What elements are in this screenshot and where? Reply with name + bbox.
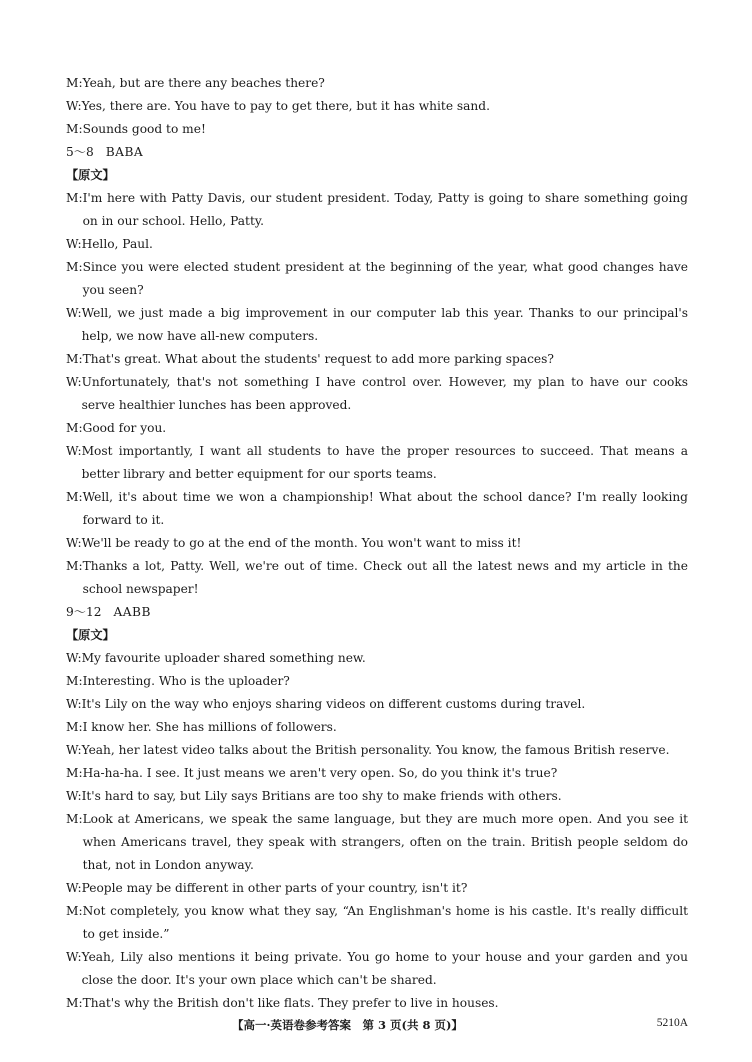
dialogue-line xyxy=(66,785,688,808)
speaker-label: M: xyxy=(66,766,83,780)
dialogue-text: Ha-ha-ha. I see. It just means we aren't very open. So, do you think it's true? xyxy=(82,766,558,780)
dialogue-line xyxy=(66,95,688,118)
dialogue-line xyxy=(66,532,688,555)
dialogue-text: Interesting. Who is the uploader? xyxy=(82,674,290,688)
dialogue-line xyxy=(66,118,688,141)
speaker-label: W: xyxy=(66,536,82,550)
transcript-heading: 【原文】 xyxy=(66,628,115,642)
dialogue-text: It's hard to say, but Lily says Britians are too shy to make friends with others. xyxy=(81,789,562,803)
speaker-label: M: xyxy=(66,490,83,504)
dialogue-text: That's great. What about the students' request to add more parking spaces? xyxy=(82,352,554,366)
answer-key-5-8 xyxy=(66,141,688,164)
dialogue-line xyxy=(66,233,688,256)
dialogue-line xyxy=(66,440,688,486)
dialogue-text: I'm here with Patty Davis, our student president. Today, Patty is going to share something going on in our school. Hello, Patty. xyxy=(82,191,688,228)
speaker-label: M: xyxy=(66,904,83,918)
dialogue-line xyxy=(66,808,688,877)
speaker-label: W: xyxy=(66,881,82,895)
section-2-dialogue xyxy=(66,187,688,601)
dialogue-text: Yeah, Lily also mentions it being private. You go home to your house and your garden and you close the door. It's your own place which can't be shared. xyxy=(81,950,688,987)
dialogue-line xyxy=(66,877,688,900)
question-range: 5～8 xyxy=(66,145,94,159)
speaker-label: W: xyxy=(66,99,82,113)
speaker-label: M: xyxy=(66,352,83,366)
dialogue-line xyxy=(66,486,688,532)
dialogue-line xyxy=(66,716,688,739)
answer-letters: AABB xyxy=(113,605,151,619)
dialogue-line xyxy=(66,693,688,716)
question-range: 9～12 xyxy=(66,605,102,619)
speaker-label: M: xyxy=(66,260,83,274)
dialogue-line xyxy=(66,72,688,95)
speaker-label: W: xyxy=(66,789,82,803)
dialogue-line xyxy=(66,762,688,785)
transcript-heading: 【原文】 xyxy=(66,168,115,182)
speaker-label: W: xyxy=(66,743,82,757)
dialogue-line xyxy=(66,371,688,417)
dialogue-text: Yeah, but are there any beaches there? xyxy=(82,76,325,90)
dialogue-text: Well, it's about time we won a championship! What about the school dance? I'm really looking forward to it. xyxy=(82,490,688,527)
speaker-label: M: xyxy=(66,996,83,1010)
footer-title: 【高一·英语卷参考答案 第 3 页(共 8 页)】 xyxy=(232,1018,463,1032)
dialogue-text: Thanks a lot, Patty. Well, we're out of time. Check out all the latest news and my article in the school newspaper! xyxy=(82,559,688,596)
speaker-label: W: xyxy=(66,950,82,964)
dialogue-text: Not completely, you know what they say, “An Englishman's home is his castle. It's really difficult to get inside.” xyxy=(82,904,688,941)
answer-letters: BABA xyxy=(105,145,144,159)
speaker-label: M: xyxy=(66,812,83,826)
dialogue-text: That's why the British don't like flats. They prefer to live in houses. xyxy=(82,996,499,1010)
dialogue-text: Good for you. xyxy=(82,421,167,435)
document-body xyxy=(66,72,688,1015)
dialogue-text: My favourite uploader shared something new. xyxy=(81,651,366,665)
speaker-label: M: xyxy=(66,122,83,136)
dialogue-line xyxy=(66,302,688,348)
dialogue-text: Hello, Paul. xyxy=(81,237,153,251)
dialogue-text: Most importantly, I want all students to have the proper resources to succeed. That means a better library and better equipment for our sports teams. xyxy=(81,444,688,481)
dialogue-text: Yeah, her latest video talks about the British personality. You know, the famous British reserve. xyxy=(81,743,670,757)
dialogue-text: It's Lily on the way who enjoys sharing videos on different customs during travel. xyxy=(81,697,586,711)
dialogue-text: Look at Americans, we speak the same language, but they are much more open. And you see it when Americans travel, they speak with strangers, often on the train. British people seldom do that, not in London anyway. xyxy=(82,812,688,872)
dialogue-text: People may be different in other parts of your country, isn't it? xyxy=(81,881,468,895)
speaker-label: W: xyxy=(66,237,82,251)
dialogue-text: Unfortunately, that's not something I have control over. However, my plan to have our cooks serve healthier lunches has been approved. xyxy=(81,375,688,412)
answer-key-9-12 xyxy=(66,601,688,624)
speaker-label: M: xyxy=(66,191,83,205)
speaker-label: W: xyxy=(66,444,82,458)
speaker-label: W: xyxy=(66,697,82,711)
dialogue-text: Yes, there are. You have to pay to get there, but it has white sand. xyxy=(81,99,490,113)
dialogue-line xyxy=(66,739,688,762)
dialogue-line xyxy=(66,946,688,992)
speaker-label: M: xyxy=(66,559,83,573)
speaker-label: W: xyxy=(66,651,82,665)
speaker-label: W: xyxy=(66,375,82,389)
dialogue-text: We'll be ready to go at the end of the month. You won't want to miss it! xyxy=(81,536,522,550)
dialogue-text: I know her. She has millions of followers. xyxy=(82,720,337,734)
dialogue-line xyxy=(66,348,688,371)
dialogue-line xyxy=(66,647,688,670)
page-footer xyxy=(0,1017,752,1037)
footer-code: 5210A xyxy=(656,1017,688,1029)
speaker-label: M: xyxy=(66,76,83,90)
dialogue-text: Since you were elected student president at the beginning of the year, what good changes have you seen? xyxy=(82,260,688,297)
dialogue-text: Sounds good to me! xyxy=(82,122,206,136)
dialogue-line xyxy=(66,992,688,1015)
speaker-label: W: xyxy=(66,306,82,320)
section-3-dialogue xyxy=(66,647,688,1015)
speaker-label: M: xyxy=(66,720,83,734)
section-1-dialogue xyxy=(66,72,688,141)
speaker-label: M: xyxy=(66,421,83,435)
dialogue-text: Well, we just made a big improvement in our computer lab this year. Thanks to our principal's help, we now have all-new computers. xyxy=(81,306,688,343)
dialogue-line xyxy=(66,900,688,946)
dialogue-line xyxy=(66,670,688,693)
speaker-label: M: xyxy=(66,674,83,688)
dialogue-line xyxy=(66,187,688,233)
dialogue-line xyxy=(66,555,688,601)
dialogue-line xyxy=(66,256,688,302)
dialogue-line xyxy=(66,417,688,440)
